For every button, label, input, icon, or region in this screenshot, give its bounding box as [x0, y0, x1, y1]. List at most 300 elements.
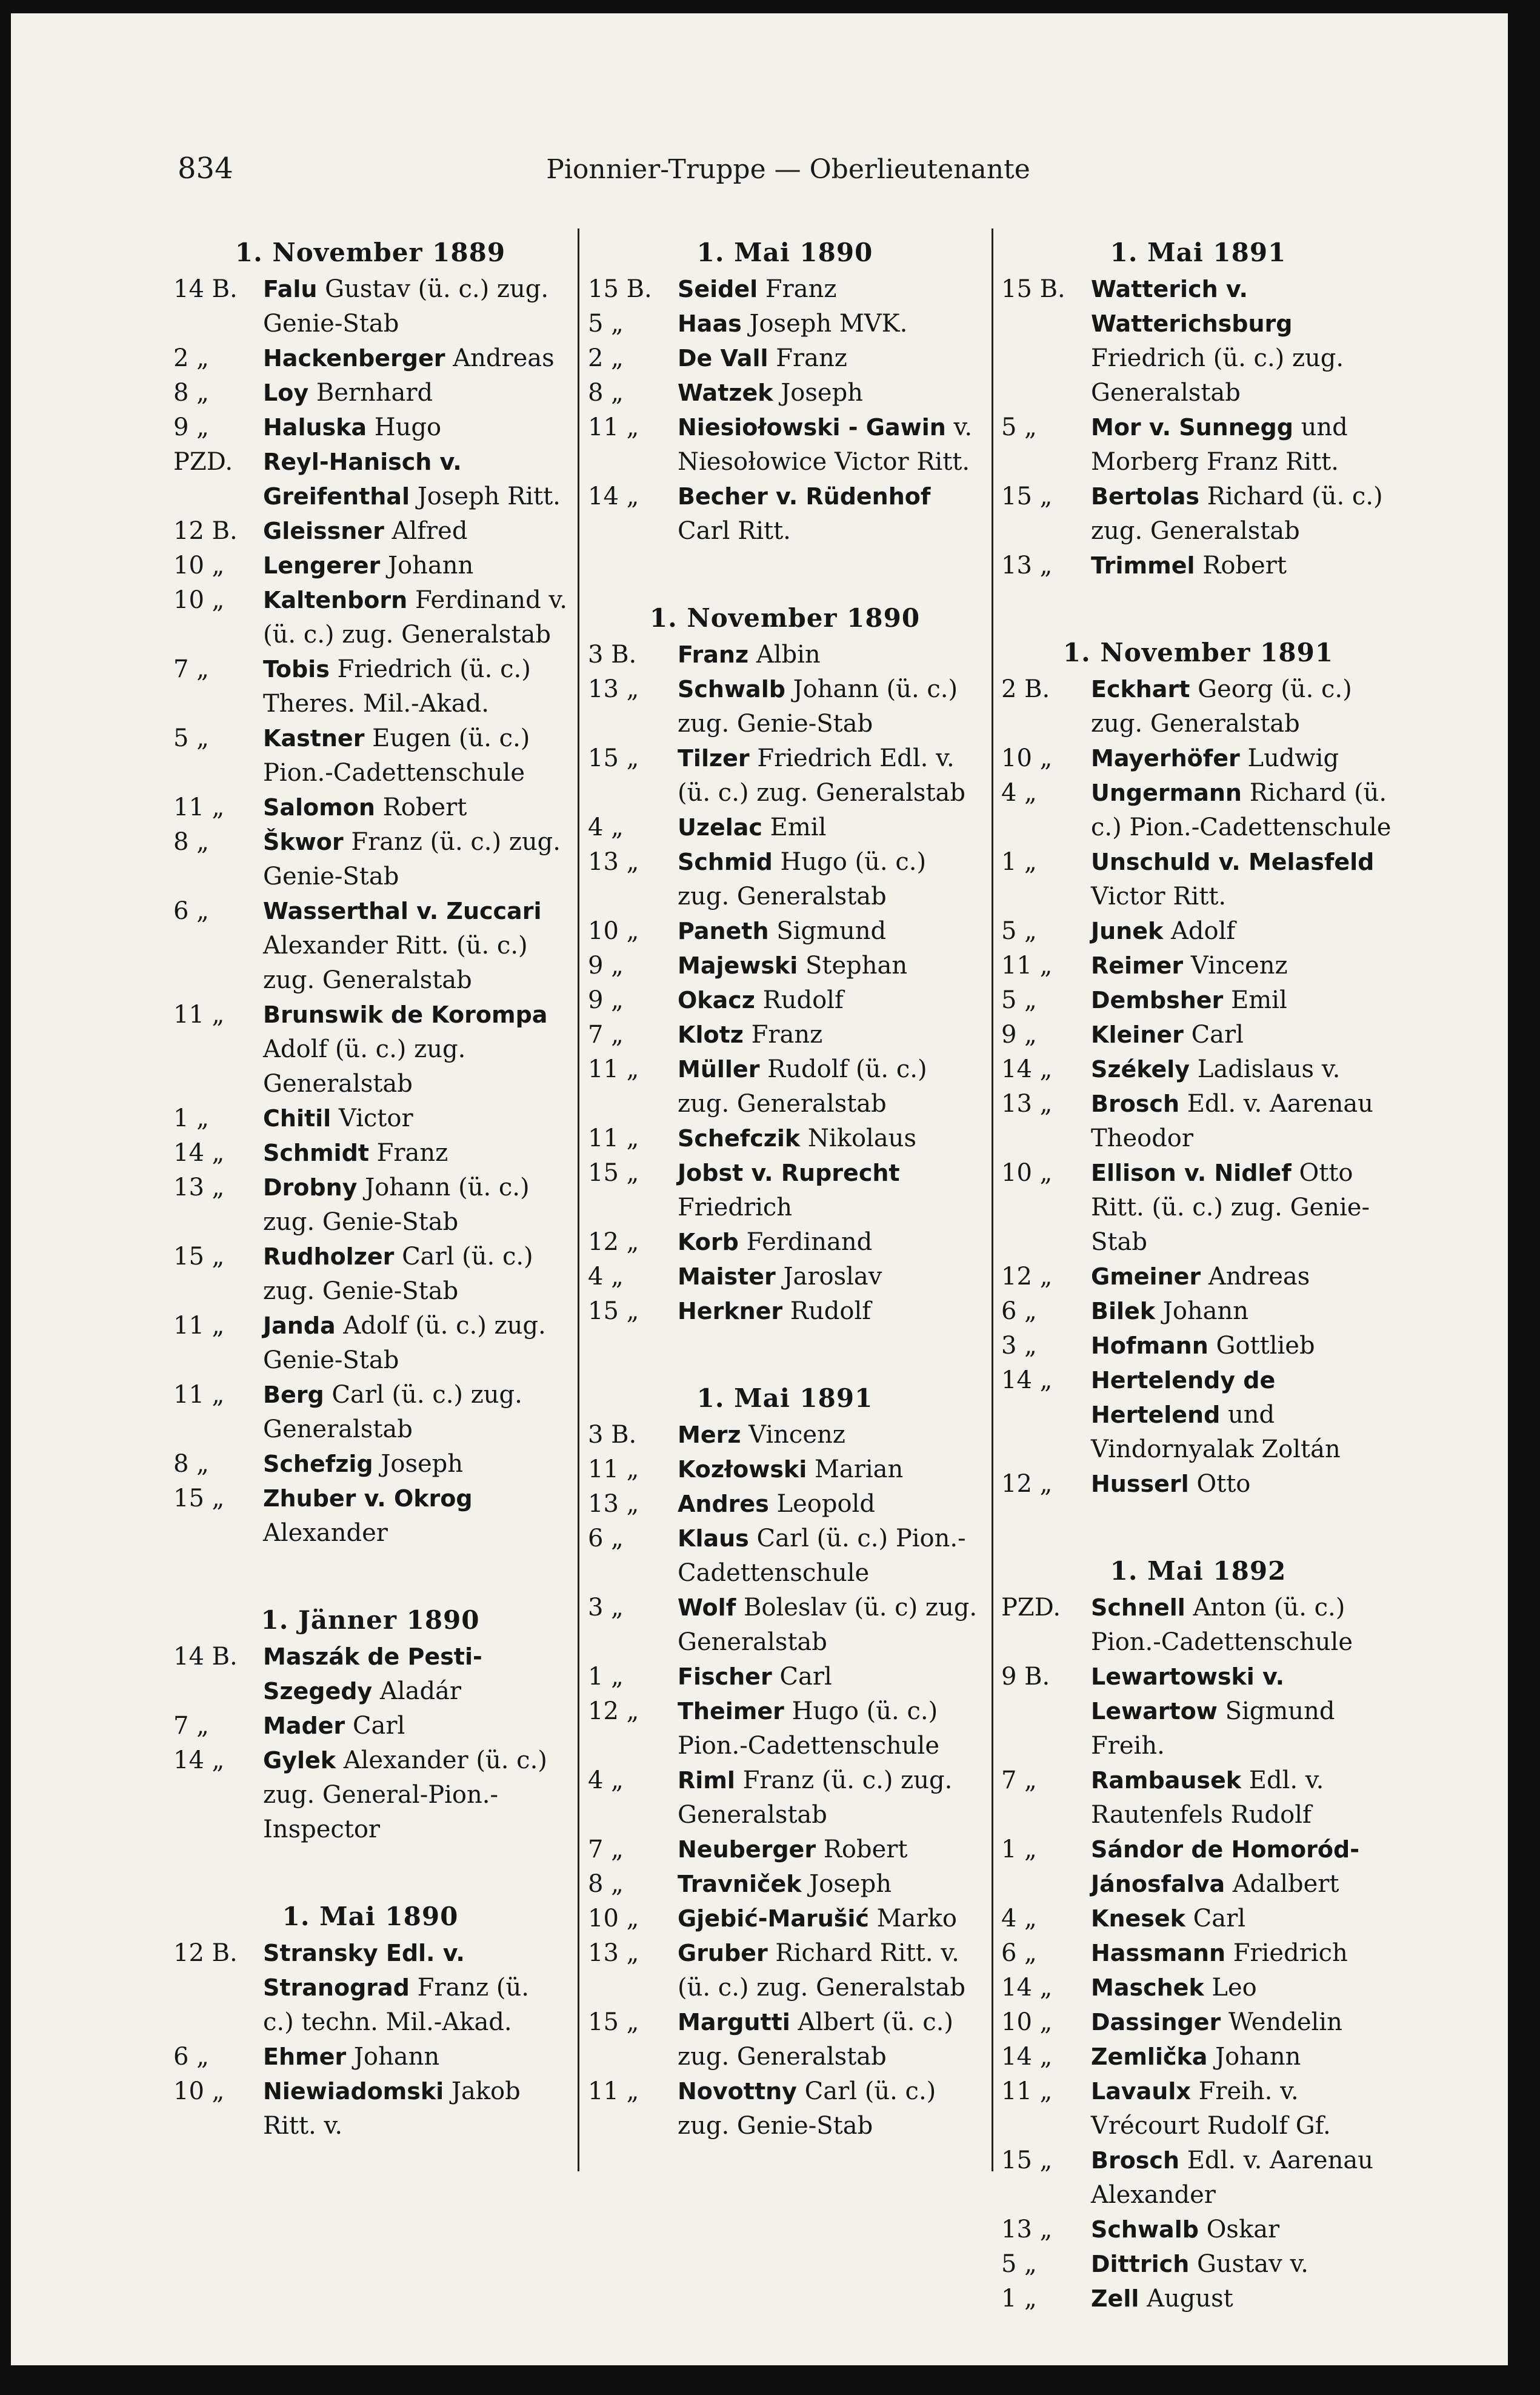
- entry-details: Leo: [1212, 1974, 1257, 2002]
- list-entry: [588, 1832, 982, 1867]
- list-entry: [173, 1309, 567, 1378]
- entry-details: Carl (ü. c.) Pion.-Cadettenschule: [678, 1525, 966, 1587]
- entry-number: 12 „: [588, 1228, 639, 1256]
- entry-number: 3 „: [1001, 1332, 1037, 1360]
- entry-number: 13 „: [588, 1939, 639, 1967]
- list-entry: [173, 1447, 567, 1481]
- list-entry: [1001, 1902, 1395, 1936]
- entry-number: 11 „: [588, 1455, 639, 1483]
- entry-number: 9 „: [588, 952, 624, 980]
- entry-number: 6 „: [173, 2043, 209, 2071]
- entry-number: 11 „: [173, 1001, 225, 1029]
- entry-number: 14 „: [588, 483, 639, 510]
- section-heading: 1. Mai 1892: [1110, 1556, 1287, 1586]
- entry-surname: Uzelac: [678, 814, 762, 841]
- entry-details: Andreas: [1208, 1263, 1310, 1291]
- entry-number: 5 „: [173, 724, 209, 752]
- list-entry: [1001, 1363, 1395, 1467]
- list-entry: [588, 479, 982, 549]
- entry-number: 13 „: [1001, 1090, 1053, 1118]
- entry-details: Johann (ü. c.) zug. Genie-Stab: [263, 1174, 530, 1236]
- list-entry: [173, 998, 567, 1101]
- list-entry: [588, 1522, 982, 1591]
- entry-details: Richard (ü. c.) Pion.-Cadettenschule: [1091, 779, 1392, 841]
- list-entry: [588, 1694, 982, 1763]
- entry-details: Rudolf: [762, 986, 844, 1014]
- entry-surname: Hofmann: [1091, 1332, 1208, 1359]
- entry-surname: Husserl: [1091, 1471, 1189, 1497]
- entry-surname: Rambausek: [1091, 1767, 1242, 1794]
- entry-number: 15 „: [173, 1243, 225, 1271]
- entry-details: und Vindornyalak Zoltán: [1091, 1401, 1341, 1463]
- entry-details: Joseph: [781, 379, 863, 407]
- entry-number: 13 „: [588, 848, 639, 876]
- list-entry: [173, 1101, 567, 1136]
- list-entry: [588, 1260, 982, 1294]
- entry-surname: Schmid: [678, 849, 773, 875]
- entry-details: Adolf (ü. c.) zug. Genie-Stab: [263, 1312, 546, 1374]
- entry-number: 6 „: [1001, 1297, 1037, 1325]
- entry-surname: Herkner: [678, 1298, 783, 1324]
- entry-surname: Becher v. Rüdenhof: [678, 483, 931, 510]
- list-entry: [173, 1743, 567, 1847]
- entry-number: 4 „: [1001, 779, 1037, 807]
- list-entry: [588, 914, 982, 949]
- section-heading: 1. Mai 1891: [1110, 238, 1287, 267]
- entry-number: 8 „: [173, 828, 209, 856]
- entry-details: Franz: [765, 275, 837, 303]
- list-entry: [588, 949, 982, 983]
- entry-number: 11 „: [588, 1055, 639, 1083]
- entry-number: 5 „: [1001, 413, 1037, 441]
- entry-number: 3 „: [588, 1594, 624, 1622]
- entry-number: 15 „: [588, 2008, 639, 2036]
- list-entry: [1001, 2040, 1395, 2074]
- entry-number: 5 „: [588, 310, 624, 338]
- entry-details: Richard Ritt. v. (ü. c.) zug. Generalstab: [678, 1939, 965, 2002]
- entry-details: Carl: [352, 1712, 405, 1740]
- entry-number: 13 „: [1001, 2216, 1053, 2243]
- entry-surname: Hertelendy de Hertelend: [1091, 1367, 1276, 1428]
- section-spacer: [588, 549, 982, 597]
- entry-surname: Kleiner: [1091, 1021, 1184, 1048]
- list-entry: [1001, 845, 1395, 914]
- entry-details: Emil: [770, 813, 827, 841]
- entry-details: Joseph: [809, 1870, 892, 1898]
- entry-surname: Theimer: [678, 1698, 784, 1725]
- list-entry: [173, 514, 567, 549]
- entry-surname: Haluska: [263, 414, 367, 441]
- entry-details: Robert: [823, 1835, 908, 1863]
- entry-number: 11 „: [1001, 2077, 1053, 2105]
- entry-details: Johann: [387, 552, 474, 580]
- list-entry: [1001, 983, 1395, 1018]
- section-heading: 1. Mai 1890: [696, 238, 873, 267]
- entry-number: 15 „: [588, 1159, 639, 1187]
- list-entry: [173, 272, 567, 341]
- entry-details: Freih. v. Vrécourt Rudolf Gf.: [1091, 2077, 1331, 2140]
- entry-surname: Margutti: [678, 2009, 790, 2036]
- entry-details: Bernhard: [316, 379, 433, 407]
- list-entry: [173, 1136, 567, 1171]
- running-title: Pionnier-Truppe — Oberlieutenante: [546, 154, 1030, 185]
- entry-details: Joseph Ritt.: [417, 483, 561, 510]
- entry-number: 12 B.: [173, 517, 238, 545]
- section-spacer: [1001, 1501, 1395, 1550]
- entry-details: Eugen (ü. c.) Pion.-Cadettenschule: [263, 724, 530, 787]
- list-entry: [1001, 272, 1395, 410]
- entry-number: 5 „: [1001, 917, 1037, 945]
- entry-details: Ferdinand v. (ü. c.) zug. Generalstab: [263, 586, 567, 649]
- entry-surname: Wolf: [678, 1594, 736, 1621]
- entry-details: Oskar: [1206, 2216, 1280, 2243]
- list-entry: [173, 2040, 567, 2074]
- entry-surname: Schwalb: [678, 676, 785, 703]
- entry-surname: Gylek: [263, 1747, 336, 1774]
- entry-surname: Rudholzer: [263, 1243, 395, 1270]
- list-entry: [588, 1452, 982, 1487]
- section-spacer: [173, 1551, 567, 1599]
- list-entry: [588, 2074, 982, 2143]
- entry-surname: Wasserthal v. Zuccari: [263, 898, 542, 924]
- entry-surname: Maszák de Pesti-Szegedy: [263, 1643, 482, 1705]
- entry-number: 14 B.: [173, 275, 238, 303]
- list-entry: [173, 1378, 567, 1447]
- entry-number: 9 „: [173, 413, 209, 441]
- entry-details: Johann: [1215, 2043, 1301, 2071]
- entry-number: 3 B.: [588, 641, 637, 669]
- list-entry: [588, 1936, 982, 2005]
- entry-details: Victor Ritt.: [1091, 883, 1227, 910]
- list-entry: [588, 810, 982, 845]
- list-entry: [588, 1660, 982, 1694]
- entry-details: Ladislaus v.: [1197, 1055, 1341, 1083]
- entry-details: Albert (ü. c.) zug. Generalstab: [678, 2008, 953, 2071]
- list-entry: [1001, 549, 1395, 583]
- entry-number: 7 „: [173, 1712, 209, 1740]
- entry-details: Stephan: [805, 952, 908, 980]
- entry-number: 4 „: [588, 813, 624, 841]
- entry-details: Johann: [353, 2043, 440, 2071]
- entry-surname: Dembsher: [1091, 987, 1224, 1014]
- entry-surname: Majewski: [678, 952, 798, 979]
- entry-surname: Mayerhöfer: [1091, 745, 1240, 772]
- entry-surname: Bertolas: [1091, 483, 1200, 510]
- entry-surname: Fischer: [678, 1663, 772, 1690]
- entry-number: 6 „: [1001, 1939, 1037, 1967]
- entry-surname: Lewartowski v. Lewartow: [1091, 1663, 1285, 1725]
- list-entry: [588, 341, 982, 376]
- entry-number: 3 B.: [588, 1421, 637, 1449]
- entry-details: Richard (ü. c.) zug. Generalstab: [1091, 483, 1383, 545]
- entry-number: 11 „: [173, 1381, 225, 1409]
- section-heading: 1. Mai 1890: [282, 1902, 459, 1931]
- list-entry: [1001, 1832, 1395, 1902]
- entry-details: Joseph: [381, 1450, 464, 1478]
- entry-surname: Loy: [263, 379, 309, 406]
- entry-details: Adolf: [1171, 917, 1236, 945]
- entry-surname: Watterich v. Watterichsburg: [1091, 276, 1293, 337]
- list-entry: [173, 549, 567, 583]
- entry-number: 5 „: [1001, 986, 1037, 1014]
- entry-surname: Drobny: [263, 1174, 358, 1201]
- entry-surname: Gmeiner: [1091, 1263, 1201, 1290]
- entry-surname: Franz: [678, 641, 749, 668]
- entry-number: 1 „: [1001, 848, 1037, 876]
- entry-details: Marian: [814, 1455, 904, 1483]
- list-entry: [588, 1121, 982, 1156]
- entry-surname: Chitil: [263, 1105, 332, 1132]
- column-1: [173, 232, 567, 2143]
- column-2: [588, 232, 982, 2143]
- entry-number: 15 „: [588, 744, 639, 772]
- list-entry: [173, 825, 567, 894]
- entry-details: Alexander Ritt. (ü. c.) zug. Generalstab: [263, 932, 528, 994]
- entry-surname: Reimer: [1091, 952, 1184, 979]
- entry-surname: Niesiołowski - Gawin: [678, 414, 946, 441]
- entry-details: Nikolaus: [807, 1124, 916, 1152]
- list-entry: [173, 341, 567, 376]
- section-spacer: [1001, 583, 1395, 632]
- list-entry: [173, 1481, 567, 1551]
- entry-number: 10 „: [588, 1905, 639, 1932]
- entry-surname: Seidel: [678, 276, 758, 302]
- section-heading: 1. November 1889: [235, 238, 506, 267]
- entry-details: v. Niesołowice Victor Ritt.: [678, 413, 973, 476]
- entry-number: 7 „: [1001, 1766, 1037, 1794]
- list-entry: [588, 983, 982, 1018]
- entry-details: Carl: [1191, 1021, 1244, 1049]
- entry-number: 6 „: [588, 1525, 624, 1552]
- entry-details: Franz (ü. c.) techn. Mil.-Akad.: [263, 1974, 529, 2036]
- list-entry: [173, 1936, 567, 2040]
- entry-number: 14 „: [1001, 1366, 1053, 1394]
- entry-surname: Salomon: [263, 794, 375, 821]
- entry-surname: Mader: [263, 1712, 345, 1739]
- entry-surname: Schmidt: [263, 1140, 369, 1166]
- entry-details: Rudolf: [790, 1297, 872, 1325]
- list-entry: [1001, 1087, 1395, 1156]
- entry-surname: Schefzig: [263, 1451, 373, 1477]
- entry-surname: Maschek: [1091, 1974, 1204, 2001]
- entry-number: 10 „: [1001, 744, 1053, 772]
- entry-surname: Novottny: [678, 2078, 797, 2105]
- list-entry: [173, 1709, 567, 1743]
- entry-surname: Brosch: [1091, 2147, 1180, 2174]
- list-entry: [173, 2074, 567, 2143]
- list-entry: [588, 1294, 982, 1329]
- entry-details: Otto: [1196, 1470, 1251, 1498]
- entry-number: 6 „: [173, 897, 209, 925]
- entry-details: Vincenz: [748, 1421, 845, 1449]
- entry-details: Rudolf (ü. c.) zug. Generalstab: [678, 1055, 927, 1118]
- entry-surname: Andres: [678, 1491, 769, 1517]
- entry-details: Sigmund: [776, 917, 887, 945]
- entry-number: 10 „: [173, 586, 225, 614]
- entry-surname: Müller: [678, 1056, 760, 1083]
- entry-details: Alexander: [263, 1519, 388, 1547]
- entry-surname: Janda: [263, 1312, 336, 1339]
- document-page: [11, 13, 1508, 2365]
- entry-details: Joseph MVK.: [749, 310, 908, 338]
- entry-details: Carl (ü. c.) zug. Genie-Stab: [678, 2077, 936, 2140]
- entry-surname: Knesek: [1091, 1905, 1185, 1932]
- entry-number: 15 „: [1001, 2146, 1053, 2174]
- entry-details: Johann: [1162, 1297, 1249, 1325]
- entry-details: Friedrich Edl. v. (ü. c.) zug. Generalstab: [678, 744, 965, 807]
- entry-surname: Travniček: [678, 1871, 802, 1897]
- section-spacer: [173, 1847, 567, 1896]
- entry-details: Wendelin: [1228, 2008, 1342, 2036]
- entry-surname: Junek: [1091, 918, 1164, 944]
- list-entry: [173, 721, 567, 790]
- entry-surname: Bilek: [1091, 1298, 1156, 1324]
- entry-number: 13 „: [173, 1174, 225, 1201]
- list-entry: [1001, 1591, 1395, 1660]
- entry-surname: Okacz: [678, 987, 755, 1014]
- list-entry: [588, 1763, 982, 1832]
- entry-details: Andreas: [453, 344, 555, 372]
- list-entry: [588, 376, 982, 410]
- list-entry: [1001, 914, 1395, 949]
- list-entry: [588, 638, 982, 672]
- list-entry: [173, 410, 567, 445]
- section-heading: 1. Mai 1891: [696, 1383, 873, 1413]
- entry-surname: De Vall: [678, 345, 768, 372]
- entry-number: 5 „: [1001, 2250, 1037, 2278]
- list-entry: [173, 583, 567, 652]
- entry-surname: Zell: [1091, 2285, 1139, 2312]
- entry-number: 10 „: [1001, 2008, 1053, 2036]
- entry-surname: Lavaulx: [1091, 2078, 1191, 2105]
- column-divider: [578, 229, 579, 2171]
- entry-details: Gottlieb: [1216, 1332, 1315, 1360]
- entry-surname: Reyl-Hanisch v. Greifenthal: [263, 449, 462, 510]
- entry-number: 10 „: [1001, 1159, 1053, 1187]
- entry-details: Alfred: [392, 517, 468, 545]
- entry-number: 13 „: [588, 675, 639, 703]
- list-entry: [588, 307, 982, 341]
- entry-number: 12 B.: [173, 1939, 238, 1967]
- entry-details: Ludwig: [1247, 744, 1339, 772]
- entry-number: 11 „: [173, 1312, 225, 1340]
- entry-surname: Brunswik de Korompa: [263, 1001, 548, 1028]
- entry-number: 8 „: [588, 1870, 624, 1898]
- entry-details: Jaroslav: [783, 1263, 882, 1291]
- list-entry: [173, 652, 567, 721]
- entry-surname: Schwalb: [1091, 2216, 1199, 2243]
- entry-details: Carl Ritt.: [678, 517, 791, 545]
- list-entry: [588, 1902, 982, 1936]
- list-entry: [588, 672, 982, 741]
- entry-details: Sigmund Freih.: [1091, 1697, 1335, 1760]
- entry-details: Franz: [376, 1139, 448, 1167]
- entry-surname: Klotz: [678, 1021, 744, 1048]
- entry-number: 8 „: [588, 379, 624, 407]
- list-entry: [1001, 2213, 1395, 2247]
- section-heading: 1. November 1891: [1062, 638, 1334, 667]
- entry-surname: Neuberger: [678, 1836, 816, 1863]
- list-entry: [588, 410, 982, 479]
- entry-surname: Székely: [1091, 1056, 1190, 1083]
- list-entry: [588, 2005, 982, 2074]
- list-entry: [1001, 479, 1395, 549]
- entry-number: 9 „: [1001, 1021, 1037, 1049]
- entry-details: Franz (ü. c.) zug. Genie-Stab: [263, 828, 561, 890]
- entry-details: Carl: [779, 1663, 832, 1691]
- entry-details: Hugo (ü. c.) Pion.-Cadettenschule: [678, 1697, 940, 1760]
- entry-details: Franz: [776, 344, 847, 372]
- entry-number: 2 „: [173, 344, 209, 372]
- entry-surname: Schnell: [1091, 1594, 1185, 1621]
- list-entry: [1001, 1260, 1395, 1294]
- entry-details: August: [1147, 2285, 1233, 2313]
- page-header: [178, 152, 1399, 200]
- entry-number: 12 „: [1001, 1263, 1053, 1291]
- column-divider: [992, 229, 993, 2171]
- entry-surname: Tobis: [263, 656, 330, 683]
- entry-details: Robert: [382, 793, 467, 821]
- entry-surname: Gjebić-Marušić: [678, 1905, 869, 1932]
- entry-details: Marko: [876, 1905, 957, 1932]
- entry-number: 4 „: [1001, 1905, 1037, 1932]
- entry-number: 10 „: [588, 917, 639, 945]
- list-entry: [173, 445, 567, 514]
- entry-number: 15 B.: [588, 275, 652, 303]
- entry-number: 7 „: [588, 1021, 624, 1049]
- entry-number: 7 „: [173, 655, 209, 683]
- entry-surname: Kaltenborn: [263, 587, 408, 613]
- entry-number: PZD.: [1001, 1594, 1061, 1622]
- entry-surname: Lengerer: [263, 552, 381, 579]
- entry-surname: Trimmel: [1091, 552, 1195, 579]
- entry-surname: Ellison v. Nidlef: [1091, 1160, 1292, 1186]
- list-entry: [588, 1487, 982, 1522]
- entry-details: Edl. v. Rautenfels Rudolf: [1091, 1766, 1324, 1829]
- entry-details: Franz (ü. c.) zug. Generalstab: [678, 1766, 953, 1829]
- entry-details: und Morberg Franz Ritt.: [1091, 413, 1348, 476]
- list-entry: [1001, 2005, 1395, 2040]
- entry-details: Edl. v. Aarenau Theodor: [1091, 1090, 1373, 1152]
- entry-details: Friedrich (ü. c.) zug. Generalstab: [1091, 344, 1344, 407]
- entry-details: Carl (ü. c.) zug. Generalstab: [263, 1381, 522, 1443]
- entry-number: 14 „: [173, 1139, 225, 1167]
- entry-details: Friedrich (ü. c.) Theres. Mil.-Akad.: [263, 655, 531, 718]
- entry-details: Ferdinand: [746, 1228, 873, 1256]
- entry-details: Carl: [1193, 1905, 1246, 1932]
- list-entry: [1001, 2282, 1395, 2316]
- entry-number: 14 „: [1001, 1974, 1053, 2002]
- entry-surname: Haas: [678, 310, 742, 337]
- list-entry: [588, 845, 982, 914]
- entry-number: 8 „: [173, 379, 209, 407]
- entry-details: Otto Ritt. (ü. c.) zug. Genie-Stab: [1091, 1159, 1370, 1256]
- entry-number: 15 „: [173, 1485, 225, 1512]
- entry-number: 13 „: [1001, 552, 1053, 580]
- list-entry: [1001, 2247, 1395, 2282]
- entry-number: 11 „: [588, 2077, 639, 2105]
- list-entry: [1001, 1467, 1395, 1501]
- list-entry: [1001, 410, 1395, 479]
- list-entry: [1001, 1018, 1395, 1052]
- entry-details: Georg (ü. c.) zug. Generalstab: [1091, 675, 1352, 738]
- entry-surname: Mor v. Sunnegg: [1091, 414, 1293, 441]
- entry-number: 13 „: [588, 1490, 639, 1518]
- list-entry: [1001, 1763, 1395, 1832]
- entry-details: Boleslav (ü. c) zug. Generalstab: [678, 1594, 978, 1656]
- list-entry: [588, 1156, 982, 1225]
- entry-surname: Klaus: [678, 1525, 749, 1552]
